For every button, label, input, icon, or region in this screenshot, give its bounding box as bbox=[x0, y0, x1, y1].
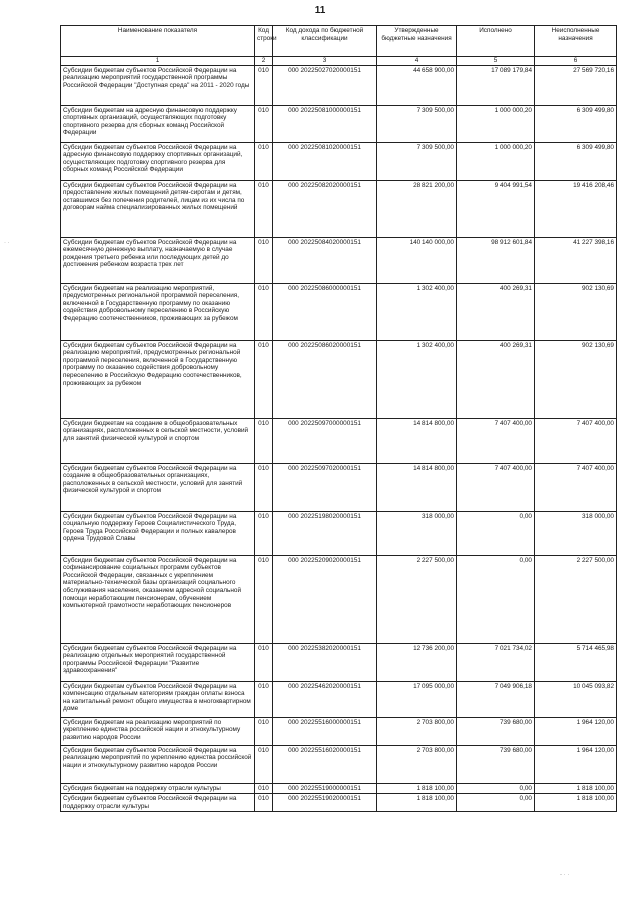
row-income-code: 000 20225097000000151 bbox=[273, 418, 377, 463]
row-remaining: 41 227 398,16 bbox=[535, 237, 617, 283]
row-executed: 739 680,00 bbox=[457, 745, 535, 783]
row-line-code: 010 bbox=[255, 717, 273, 745]
table-row bbox=[61, 340, 617, 418]
row-name: Субсидии бюджетам на реализацию мероприятий по укреплению единства российской нации и этнокультурному развитию народов России bbox=[61, 717, 255, 745]
table-row bbox=[61, 142, 617, 180]
scan-speck: · bbox=[616, 220, 618, 226]
row-income-code: 000 20225081020000151 bbox=[273, 142, 377, 180]
row-executed: 7 407 400,00 bbox=[457, 418, 535, 463]
row-executed: 400 269,31 bbox=[457, 283, 535, 340]
table-row bbox=[61, 418, 617, 463]
header-approved: Утвержденные бюджетные назначения bbox=[377, 26, 457, 57]
row-name: Субсидии бюджетам субъектов Российской Федерации на реализацию мероприятий по укреплению единства российской нации и этнокультурному развитию народов России bbox=[61, 745, 255, 783]
page-number: 11 bbox=[314, 5, 326, 16]
header-executed: Исполнено bbox=[457, 26, 535, 57]
row-executed: 98 912 601,84 bbox=[457, 237, 535, 283]
table-body bbox=[61, 65, 617, 812]
header-row bbox=[61, 26, 617, 57]
row-approved: 2 703 800,00 bbox=[377, 745, 457, 783]
column-number: 2 bbox=[255, 57, 273, 66]
table-row bbox=[61, 463, 617, 511]
table-row bbox=[61, 643, 617, 681]
table-row bbox=[61, 794, 617, 812]
row-income-code: 000 20225097020000151 bbox=[273, 463, 377, 511]
table-row bbox=[61, 511, 617, 555]
row-name: Субсидии бюджетам на создание в общеобразовательных организациях, расположенных в сельской местности, условий для занятий физической культурой и спортом bbox=[61, 418, 255, 463]
row-executed: 7 407 400,00 bbox=[457, 463, 535, 511]
row-approved: 2 703 800,00 bbox=[377, 717, 457, 745]
row-line-code: 010 bbox=[255, 555, 273, 643]
row-line-code: 010 bbox=[255, 643, 273, 681]
table-row bbox=[61, 783, 617, 794]
row-name: Субсидии бюджетам на адресную финансовую поддержку спортивных организаций, осуществляющих подготовку спортивного резерва для сборных команд Российской Федерации bbox=[61, 105, 255, 142]
row-remaining: 6 309 499,80 bbox=[535, 105, 617, 142]
table-row bbox=[61, 555, 617, 643]
row-line-code: 010 bbox=[255, 511, 273, 555]
table-row bbox=[61, 745, 617, 783]
row-approved: 1 818 100,00 bbox=[377, 794, 457, 812]
row-income-code: 000 20225081000000151 bbox=[273, 105, 377, 142]
row-line-code: 010 bbox=[255, 681, 273, 717]
row-name: Субсидии бюджетам субъектов Российской Федерации на поддержку отрасли культуры bbox=[61, 794, 255, 812]
row-name: Субсидии бюджетам субъектов Российской Федерации на предоставление жилых помещений детям-сиротам и детям, оставшимся без попечения родителей, лицам из их числа по договорам найма специализированных жилых помещений bbox=[61, 180, 255, 237]
row-executed: 9 404 991,54 bbox=[457, 180, 535, 237]
row-executed: 7 049 906,18 bbox=[457, 681, 535, 717]
column-numbers-row bbox=[61, 57, 617, 66]
row-approved: 17 095 000,00 bbox=[377, 681, 457, 717]
row-name: Субсидии бюджетам субъектов Российской Федерации на реализацию мероприятий, предусмотренных региональной программой переселения, включенной в Государственную программу по оказанию содействия добровольному переселению в Российскую Федерацию соотечественников, проживающих за рубежом bbox=[61, 340, 255, 418]
row-line-code: 010 bbox=[255, 463, 273, 511]
row-executed: 0,00 bbox=[457, 794, 535, 812]
row-remaining: 7 407 400,00 bbox=[535, 463, 617, 511]
row-remaining: 5 714 465,98 bbox=[535, 643, 617, 681]
row-executed: 739 680,00 bbox=[457, 717, 535, 745]
header-remaining: Неисполненные назначения bbox=[535, 26, 617, 57]
row-income-code: 000 20225084020000151 bbox=[273, 237, 377, 283]
row-name: Субсидии бюджетам субъектов Российской Федерации на софинансирование социальных программ субъектов Российской Федерации, связанных с укреплением материально-технической базы организаций социального обслуживания населения, оказанием адресной социальной помощи неработающим пенсионерам, обучением компьютерной грамотности неработающих пенсионеров bbox=[61, 555, 255, 643]
row-approved: 7 309 500,00 bbox=[377, 142, 457, 180]
row-approved: 12 736 200,00 bbox=[377, 643, 457, 681]
row-income-code: 000 20225519000000151 bbox=[273, 783, 377, 794]
row-executed: 0,00 bbox=[457, 783, 535, 794]
row-remaining: 10 045 093,82 bbox=[535, 681, 617, 717]
row-income-code: 000 20225209020000151 bbox=[273, 555, 377, 643]
row-executed: 1 000 000,20 bbox=[457, 142, 535, 180]
row-income-code: 000 20225082020000151 bbox=[273, 180, 377, 237]
header-name: Наименование показателя bbox=[61, 26, 255, 57]
row-remaining: 1 964 120,00 bbox=[535, 717, 617, 745]
header-line-code: Код строки bbox=[255, 26, 273, 57]
row-remaining: 902 130,69 bbox=[535, 340, 617, 418]
row-approved: 14 814 800,00 bbox=[377, 418, 457, 463]
row-line-code: 010 bbox=[255, 340, 273, 418]
row-income-code: 000 20225027020000151 bbox=[273, 65, 377, 105]
row-executed: 0,00 bbox=[457, 511, 535, 555]
row-approved: 1 302 400,00 bbox=[377, 340, 457, 418]
row-name: Субсидия бюджетам на поддержку отрасли культуры bbox=[61, 783, 255, 794]
row-name: Субсидии бюджетам на реализацию мероприятий, предусмотренных региональной программой переселения, включенной в Государственную программу по оказанию содействия добровольному переселению в Российскую Федерацию соотечественников, проживающих за рубежом bbox=[61, 283, 255, 340]
column-number: 3 bbox=[273, 57, 377, 66]
row-executed: 400 269,31 bbox=[457, 340, 535, 418]
row-approved: 1 818 100,00 bbox=[377, 783, 457, 794]
table-row bbox=[61, 65, 617, 105]
scan-speck: · · bbox=[4, 240, 10, 246]
table-row bbox=[61, 105, 617, 142]
row-line-code: 010 bbox=[255, 142, 273, 180]
row-name: Субсидии бюджетам субъектов Российской Федерации на ежемесячную денежную выплату, назначаемую в случае рождения третьего ребенка или последующих детей до достижения ребенком возраста трех лет bbox=[61, 237, 255, 283]
row-name: Субсидии бюджетам субъектов Российской Федерации на реализацию мероприятий государственной программы Российской Федерации "Доступная среда" на 2011 - 2020 годы bbox=[61, 65, 255, 105]
row-line-code: 010 bbox=[255, 783, 273, 794]
row-approved: 2 227 500,00 bbox=[377, 555, 457, 643]
row-name: Субсидии бюджетам субъектов Российской Федерации на адресную финансовую поддержку спортивных организаций, осуществляющих подготовку спортивного резерва для сборных команд Российской Федерации bbox=[61, 142, 255, 180]
row-remaining: 7 407 400,00 bbox=[535, 418, 617, 463]
scan-speck: - · · bbox=[560, 872, 570, 878]
row-line-code: 010 bbox=[255, 418, 273, 463]
row-line-code: 010 bbox=[255, 237, 273, 283]
row-remaining: 6 309 499,80 bbox=[535, 142, 617, 180]
row-name: Субсидии бюджетам субъектов Российской Федерации на реализацию отдельных мероприятий государственной программы Российской Федерации "Развитие здравоохранения" bbox=[61, 643, 255, 681]
row-remaining: 1 964 120,00 bbox=[535, 745, 617, 783]
table-row bbox=[61, 681, 617, 717]
row-remaining: 2 227 500,00 bbox=[535, 555, 617, 643]
row-approved: 318 000,00 bbox=[377, 511, 457, 555]
row-approved: 1 302 400,00 bbox=[377, 283, 457, 340]
row-line-code: 010 bbox=[255, 180, 273, 237]
row-executed: 1 000 000,20 bbox=[457, 105, 535, 142]
row-remaining: 318 000,00 bbox=[535, 511, 617, 555]
row-income-code: 000 20225086000000151 bbox=[273, 283, 377, 340]
row-income-code: 000 20225516000000151 bbox=[273, 717, 377, 745]
column-number: 6 bbox=[535, 57, 617, 66]
row-executed: 7 021 734,02 bbox=[457, 643, 535, 681]
row-line-code: 010 bbox=[255, 65, 273, 105]
row-approved: 44 658 900,00 bbox=[377, 65, 457, 105]
row-line-code: 010 bbox=[255, 105, 273, 142]
table-row bbox=[61, 237, 617, 283]
row-line-code: 010 bbox=[255, 794, 273, 812]
row-remaining: 19 416 208,46 bbox=[535, 180, 617, 237]
row-income-code: 000 20225198020000151 bbox=[273, 511, 377, 555]
row-remaining: 902 130,69 bbox=[535, 283, 617, 340]
row-line-code: 010 bbox=[255, 745, 273, 783]
row-income-code: 000 20225516020000151 bbox=[273, 745, 377, 783]
column-number: 5 bbox=[457, 57, 535, 66]
row-name: Субсидии бюджетам субъектов Российской Федерации на создание в общеобразовательных организациях, расположенных в сельской местности, условий для занятий физической культурой и спортом bbox=[61, 463, 255, 511]
row-name: Субсидии бюджетам субъектов Российской Федерации на компенсацию отдельным категориям граждан оплаты взноса на капитальный ремонт общего имущества в многоквартирном доме bbox=[61, 681, 255, 717]
row-remaining: 27 569 720,16 bbox=[535, 65, 617, 105]
row-name: Субсидии бюджетам субъектов Российской Федерации на социальную поддержку Героев Социалистического Труда, Героев Труда Российской Федерации и полных кавалеров ордена Трудовой Славы bbox=[61, 511, 255, 555]
row-approved: 7 309 500,00 bbox=[377, 105, 457, 142]
table-row bbox=[61, 180, 617, 237]
row-remaining: 1 818 100,00 bbox=[535, 794, 617, 812]
row-income-code: 000 20225382020000151 bbox=[273, 643, 377, 681]
table-row bbox=[61, 717, 617, 745]
table-row bbox=[61, 283, 617, 340]
row-approved: 28 821 200,00 bbox=[377, 180, 457, 237]
row-approved: 14 814 800,00 bbox=[377, 463, 457, 511]
row-line-code: 010 bbox=[255, 283, 273, 340]
column-number: 1 bbox=[61, 57, 255, 66]
row-executed: 0,00 bbox=[457, 555, 535, 643]
row-remaining: 1 818 100,00 bbox=[535, 783, 617, 794]
row-approved: 140 140 000,00 bbox=[377, 237, 457, 283]
row-income-code: 000 20225462020000151 bbox=[273, 681, 377, 717]
column-number: 4 bbox=[377, 57, 457, 66]
row-income-code: 000 20225519020000151 bbox=[273, 794, 377, 812]
row-income-code: 000 20225086020000151 bbox=[273, 340, 377, 418]
header-income-code: Код дохода по бюджетной классификации bbox=[273, 26, 377, 57]
budget-report-table bbox=[60, 25, 617, 812]
row-executed: 17 089 179,84 bbox=[457, 65, 535, 105]
